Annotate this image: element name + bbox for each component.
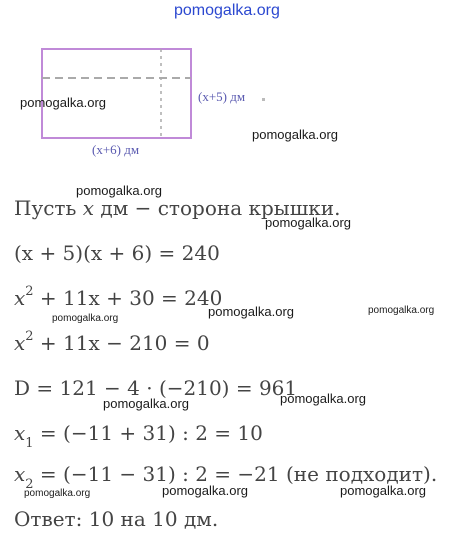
height-label: (x+5) дм <box>198 89 246 104</box>
x1-var: x <box>14 421 26 445</box>
watermark-1[interactable]: pomogalka.org <box>20 95 106 110</box>
intro-prefix: Пусть <box>14 196 83 220</box>
x1-subscript: 1 <box>25 436 34 451</box>
answer-line: Ответ: 10 на 10 дм. <box>14 507 219 531</box>
watermark-6[interactable]: pomogalka.org <box>368 305 435 316</box>
rectangle-outline <box>42 49 191 138</box>
equation-2 <box>14 286 222 310</box>
eq3-var: x <box>14 331 26 355</box>
intro-var: x <box>82 196 95 220</box>
watermark-7[interactable]: pomogalka.org <box>52 313 119 324</box>
watermark-5[interactable]: pomogalka.org <box>208 304 294 319</box>
watermark-12[interactable]: pomogalka.org <box>340 483 426 498</box>
dot-marker <box>262 98 265 101</box>
eq2-exponent: 2 <box>25 284 34 300</box>
x2-subscript: 2 <box>25 477 34 492</box>
intro-suffix: дм − сторона крышки. <box>94 196 341 220</box>
watermark-8[interactable]: pomogalka.org <box>103 396 189 411</box>
watermark-top[interactable]: pomogalka.org <box>174 2 280 19</box>
watermark-3[interactable]: pomogalka.org <box>76 183 162 198</box>
equation-3 <box>14 331 210 355</box>
eq3-exponent: 2 <box>25 329 34 345</box>
x2-note: (не подходит). <box>286 462 438 486</box>
x1-rest: = (−11 + 31) : 2 = 10 <box>33 421 263 445</box>
equation-1: (x + 5)(x + 6) = 240 <box>14 241 220 265</box>
width-label: (x+6) дм <box>92 142 140 157</box>
watermark-11[interactable]: pomogalka.org <box>162 483 248 498</box>
eq2-rest: + 11x + 30 = 240 <box>33 286 223 310</box>
eq2-var: x <box>14 286 26 310</box>
watermark-2[interactable]: pomogalka.org <box>252 127 338 142</box>
discriminant: D = 121 − 4 · (−210) = 961 <box>14 376 298 400</box>
watermark-9[interactable]: pomogalka.org <box>280 391 366 406</box>
watermark-10[interactable]: pomogalka.org <box>24 488 91 499</box>
root-1 <box>14 421 263 449</box>
eq3-rest: + 11x − 210 = 0 <box>33 331 210 355</box>
x2-var: x <box>14 462 26 486</box>
watermark-4[interactable]: pomogalka.org <box>265 215 351 230</box>
x2-rest: = (−11 − 31) : 2 = −21 <box>33 462 280 486</box>
